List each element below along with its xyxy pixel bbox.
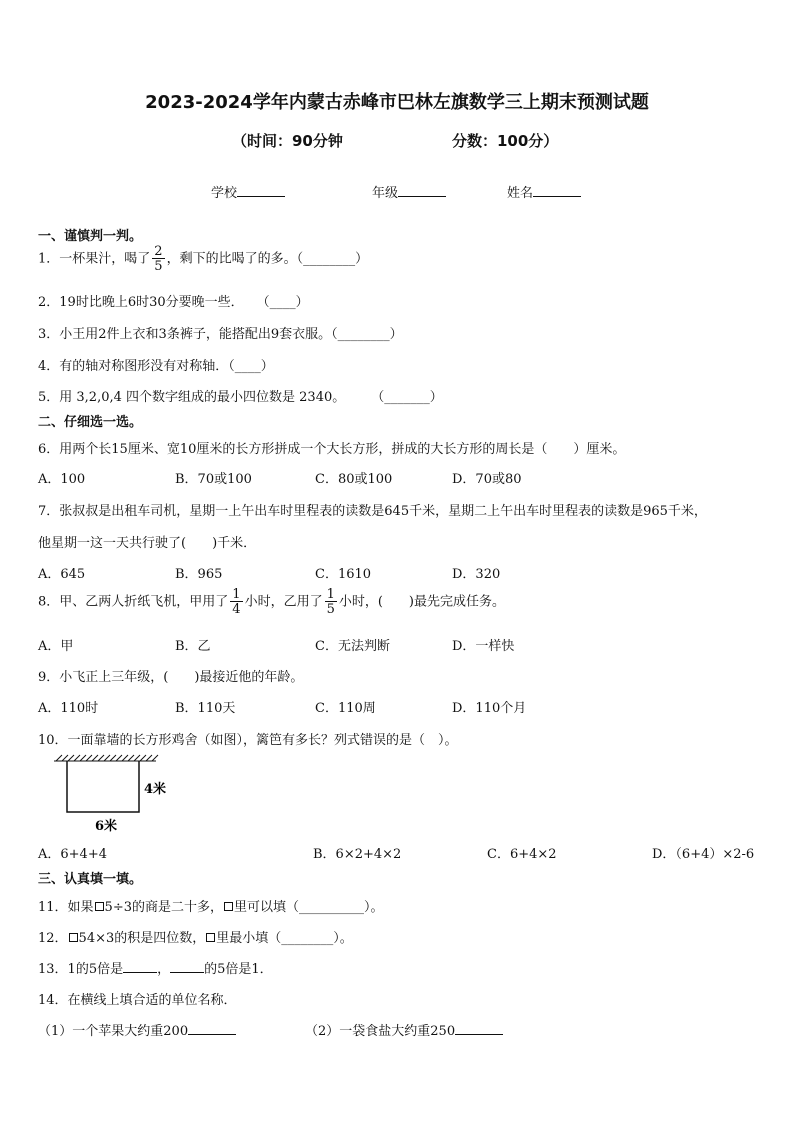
q14-p2-blank[interactable] bbox=[455, 1022, 503, 1035]
q14-part-1 bbox=[38, 1020, 236, 1039]
q8-option-d[interactable]: D．一样快 bbox=[452, 639, 515, 654]
name-blank[interactable] bbox=[533, 184, 581, 197]
q14-p1-blank[interactable] bbox=[188, 1022, 236, 1035]
school-label: 学校 bbox=[211, 186, 238, 201]
school-blank[interactable] bbox=[237, 184, 285, 197]
wall-hatching bbox=[54, 755, 158, 761]
exam-score: 分数：100分） bbox=[452, 132, 559, 150]
page-title: 2023-2024学年内蒙古赤峰市巴林左旗数学三上期末预测试题 bbox=[145, 92, 649, 113]
question-9: 9．小飞正上三年级，( )最接近他的年龄。 bbox=[38, 670, 304, 685]
q6-option-b[interactable]: B．70或100 bbox=[175, 472, 252, 487]
chicken-coop-figure bbox=[50, 754, 180, 834]
q13-text-b: ， bbox=[157, 962, 171, 977]
q11-text-c: 里可以填（__________）。 bbox=[233, 900, 384, 915]
q10-option-c[interactable]: C．6+4×2 bbox=[487, 847, 557, 862]
school-field[interactable] bbox=[211, 182, 285, 201]
figure-width-label: 6米 bbox=[95, 819, 118, 834]
section-2-heading: 二、仔细选一选。 bbox=[38, 415, 143, 430]
q8-fraction-1 bbox=[230, 588, 242, 616]
q8-frac2-num: 1 bbox=[326, 587, 335, 602]
q7-option-d[interactable]: D．320 bbox=[452, 567, 501, 582]
name-label: 姓名 bbox=[507, 186, 534, 201]
q8-frac1-num: 1 bbox=[232, 587, 241, 602]
question-10: 10．一面靠墙的长方形鸡舍（如图），篱笆有多长？列式错误的是（ ）。 bbox=[38, 733, 458, 748]
q11-text-b: 5÷3的商是二十多， bbox=[104, 900, 223, 915]
q12-box-icon-2 bbox=[206, 933, 215, 942]
q8-text-a: 8．甲、乙两人折纸飞机，甲用了 bbox=[38, 594, 229, 610]
grade-blank[interactable] bbox=[398, 184, 446, 197]
question-5: 5．用 3,2,0,4 四个数字组成的最小四位数是 2340。 （_______） bbox=[38, 390, 443, 405]
q1-fraction bbox=[152, 245, 164, 273]
q13-text-a: 13．1的5倍是 bbox=[38, 962, 124, 977]
name-field[interactable] bbox=[507, 182, 581, 201]
q14-p1-text: （1）一个苹果大约重200 bbox=[38, 1024, 189, 1039]
q9-option-b[interactable]: B．110天 bbox=[175, 701, 236, 716]
q9-option-d[interactable]: D．110个月 bbox=[452, 701, 527, 716]
question-8 bbox=[38, 588, 505, 616]
q13-blank-2[interactable] bbox=[170, 960, 204, 973]
grade-field[interactable] bbox=[372, 182, 446, 201]
question-4: 4．有的轴对称图形没有对称轴．（____） bbox=[38, 359, 274, 374]
q13-blank-1[interactable] bbox=[123, 960, 157, 973]
question-6: 6．用两个长15厘米、宽10厘米的长方形拼成一个大长方形，拼成的大长方形的周长是（ ）厘米。 bbox=[38, 442, 626, 457]
q7-option-a[interactable]: A．645 bbox=[38, 567, 86, 582]
figure-height-label: 4米 bbox=[144, 782, 167, 797]
q8-fraction-2 bbox=[325, 588, 337, 616]
question-1 bbox=[38, 245, 368, 273]
section-3-heading: 三、认真填一填。 bbox=[38, 872, 143, 887]
grade-label: 年级 bbox=[372, 186, 399, 201]
q6-option-a[interactable]: A．100 bbox=[38, 472, 86, 487]
q12-text-c: 里最小填（________）。 bbox=[216, 931, 353, 946]
q9-option-a[interactable]: A．110时 bbox=[38, 701, 99, 716]
q11-text-a: 11．如果 bbox=[38, 900, 94, 915]
q14-part-2 bbox=[305, 1020, 503, 1039]
q13-text-c: 的5倍是1． bbox=[204, 962, 273, 977]
q8-text-c: 小时，( )最先完成任务。 bbox=[338, 594, 506, 610]
q12-box-icon bbox=[69, 933, 78, 942]
q12-text-a: 12． bbox=[38, 931, 68, 946]
q10-option-a[interactable]: A．6+4+4 bbox=[38, 847, 107, 862]
q10-option-b[interactable]: B．6×2+4×2 bbox=[313, 847, 402, 862]
q8-option-c[interactable]: C．无法判断 bbox=[315, 639, 390, 654]
q6-option-c[interactable]: C．80或100 bbox=[315, 472, 393, 487]
section-1-heading: 一、谨慎判一判。 bbox=[38, 229, 143, 244]
q8-text-b: 小时，乙用了 bbox=[244, 594, 323, 610]
q1-frac-den: 5 bbox=[154, 259, 163, 274]
q6-option-d[interactable]: D．70或80 bbox=[452, 472, 522, 487]
q7-option-b[interactable]: B．965 bbox=[175, 567, 223, 582]
q1-text-b: ，剩下的比喝了的多。（________） bbox=[166, 251, 369, 267]
q14-p2-text: （2）一袋食盐大约重250 bbox=[305, 1024, 456, 1039]
question-13 bbox=[38, 958, 273, 977]
q11-box-icon bbox=[95, 902, 104, 911]
question-12 bbox=[38, 927, 353, 946]
question-3: 3．小王用2件上衣和3条裤子，能搭配出9套衣服。（________） bbox=[38, 327, 403, 342]
question-7-line-1: 7．张叔叔是出租车司机，星期一上午出车时里程表的读数是645千米，星期二上午出车时里程表的读数是965千米， bbox=[38, 504, 707, 519]
q1-text-a: 1．一杯果汁，喝了 bbox=[38, 251, 151, 267]
q12-text-b: 54×3的积是四位数， bbox=[78, 931, 206, 946]
q10-option-d[interactable]: D．（6+4）×2-6 bbox=[652, 847, 755, 862]
fence-outline bbox=[67, 761, 139, 812]
question-11 bbox=[38, 896, 384, 915]
q8-frac1-den: 4 bbox=[232, 602, 241, 617]
q11-box-icon-2 bbox=[224, 902, 233, 911]
q9-option-c[interactable]: C．110周 bbox=[315, 701, 376, 716]
q7-option-c[interactable]: C．1610 bbox=[315, 567, 372, 582]
question-14: 14．在横线上填合适的单位名称． bbox=[38, 993, 237, 1008]
q1-frac-num: 2 bbox=[154, 244, 163, 259]
q8-frac2-den: 5 bbox=[326, 602, 335, 617]
exam-time: （时间：90分钟 bbox=[232, 132, 343, 150]
q8-option-b[interactable]: B．乙 bbox=[175, 639, 211, 654]
q8-option-a[interactable]: A．甲 bbox=[38, 639, 74, 654]
question-2: 2．19时比晚上6时30分要晚一些． （____） bbox=[38, 295, 309, 310]
question-7-line-2: 他星期一这一天共行驶了( )千米． bbox=[38, 536, 257, 551]
